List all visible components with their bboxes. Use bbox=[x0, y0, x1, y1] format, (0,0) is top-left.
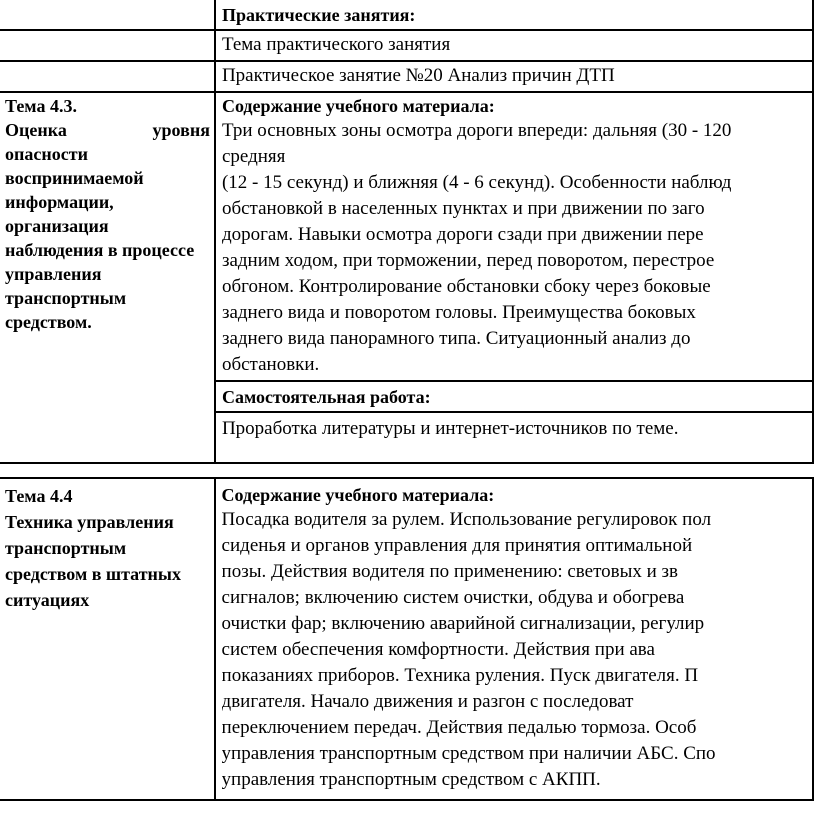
content-line: обгоном. Контролирование обстановки сбоку через боковые bbox=[221, 276, 711, 297]
content-line: управления транспортным средством с АКПП. bbox=[221, 769, 601, 790]
content-line: средняя bbox=[221, 146, 286, 167]
empty-left-cell bbox=[0, 30, 215, 61]
topic-title-line: опасности bbox=[5, 144, 88, 164]
topic-title-line: транспортным bbox=[5, 288, 127, 308]
content-line: дорогам. Навыки осмотра дороги сзади при движении пере bbox=[221, 224, 704, 245]
topic-title-line: Техника управления bbox=[5, 512, 174, 532]
content-text bbox=[222, 507, 808, 793]
topic-cell bbox=[0, 478, 215, 800]
content-line: переключением передач. Действия педалью тормоза. Особ bbox=[221, 717, 697, 738]
content-line: показаниях приборов. Техника руления. Пуск двигателя. П bbox=[221, 665, 699, 686]
topic-title-line: средством. bbox=[5, 312, 92, 332]
self-work-cell bbox=[215, 412, 813, 463]
content-line: заднего вида и поворотом головы. Преимущества боковых bbox=[221, 302, 696, 323]
topic-title-line: воспринимаемой bbox=[5, 168, 144, 188]
content-line: Три основных зоны осмотра дороги впереди: дальняя (30 - 120 bbox=[221, 120, 732, 141]
content-line: обстановки. bbox=[221, 354, 320, 375]
topic-title-line: наблюдения в процессе bbox=[5, 240, 195, 260]
content-header: Содержание учебного материала: bbox=[221, 96, 495, 116]
content-line: очистки фар; включению аварийной сигнализации, регулир bbox=[221, 613, 705, 634]
content-line: обстановкой в населенных пунктах и при движении по заго bbox=[221, 198, 705, 219]
topic-title-line: организация bbox=[5, 216, 109, 236]
content-line: Посадка водителя за рулем. Использование регулировок пол bbox=[221, 509, 712, 530]
topic-4-4-table bbox=[0, 477, 814, 801]
content-cell bbox=[215, 478, 813, 800]
topic-number: Тема 4.3. bbox=[5, 96, 77, 116]
content-line: задним ходом, при торможении, перед поворотом, перестрое bbox=[221, 250, 715, 271]
topic-title-line: ситуациях bbox=[5, 590, 90, 610]
content-line: систем обеспечения комфортности. Действия при ава bbox=[221, 639, 655, 660]
content-line: позы. Действия водителя по применению: световых и зв bbox=[221, 561, 679, 582]
topic-number: Тема 4.4 bbox=[5, 486, 73, 506]
content-line: управления транспортным средством при наличии АБС. Спо bbox=[221, 743, 716, 764]
content-line: заднего вида панорамного типа. Ситуационный анализ до bbox=[221, 328, 691, 349]
empty-left-cell bbox=[0, 0, 215, 30]
topic-cell bbox=[0, 92, 215, 463]
practice-topic-label: Тема практического занятия bbox=[221, 34, 451, 55]
topic-title-line: средством в штатных bbox=[5, 564, 181, 584]
topic-title-line: управления bbox=[5, 264, 102, 284]
self-work-header-cell bbox=[215, 381, 813, 412]
content-line: двигателя. Начало движения и разгон с последоват bbox=[221, 691, 634, 712]
empty-left-cell bbox=[0, 61, 215, 92]
self-work-header: Самостоятельная работа: bbox=[221, 387, 431, 407]
content-text bbox=[222, 118, 808, 378]
practice-header-cell bbox=[215, 0, 813, 30]
content-line: (12 - 15 секунд) и ближняя (4 - 6 секунд). Особенности наблюд bbox=[221, 172, 732, 193]
topic-title-line: транспортным bbox=[5, 538, 127, 558]
practice-item: Практическое занятие №20 Анализ причин ДТП bbox=[221, 65, 615, 86]
content-header: Содержание учебного материала: bbox=[221, 485, 495, 505]
topic-title-line: информации, bbox=[5, 192, 114, 212]
practice-header: Практические занятия: bbox=[221, 5, 416, 25]
content-cell bbox=[215, 92, 813, 381]
content-line: сиденья и органов управления для принятия оптимальной bbox=[221, 535, 693, 556]
topic-title-line: Оценка уровня bbox=[5, 120, 210, 140]
practice-topic-label-cell bbox=[215, 30, 813, 61]
self-work-text: Проработка литературы и интернет-источников по теме. bbox=[221, 418, 679, 439]
practice-item-cell bbox=[215, 61, 813, 92]
content-line: сигналов; включению систем очистки, обдува и обогрева bbox=[221, 587, 685, 608]
